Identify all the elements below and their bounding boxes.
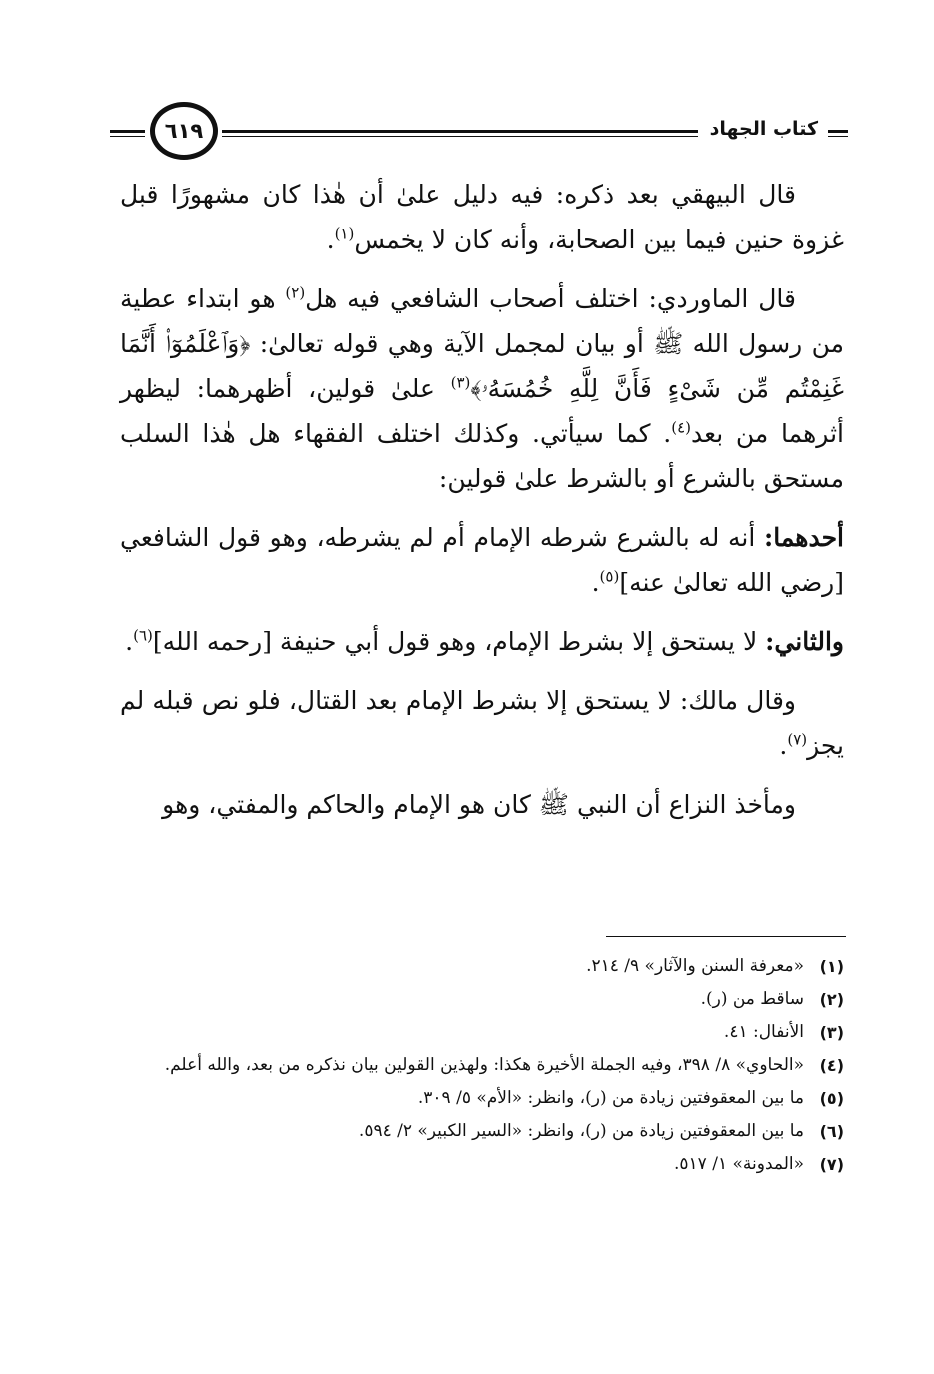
footnote-item (120, 950, 844, 983)
footnote-item (120, 1148, 844, 1181)
footnote-item (120, 1082, 844, 1115)
opinion-lead: والثاني: (765, 627, 844, 656)
footnote-number: (٣) (819, 1023, 844, 1042)
footnote-number: (٢) (819, 990, 844, 1009)
paragraph-tail: . (125, 627, 134, 656)
main-text (120, 172, 844, 841)
footnote-number: (٤) (819, 1056, 844, 1075)
paragraph-text: . كما سيأتي. وكذلك اختلف الفقهاء هل هٰذا السلب مستحق بالشرع أو بالشرط علىٰ قولين: (120, 419, 844, 493)
paragraph-text: أنه له بالشرع شرطه الإمام أم لم يشرطه، وهو قول الشافعي [رضي الله تعالىٰ عنه] (120, 523, 844, 597)
footnote-number: (٦) (819, 1122, 844, 1141)
paragraph-text: هو ابتداء عطية من رسول الله ﷺ أو بيان لمجمل الآية وهي قوله تعالىٰ: (120, 284, 844, 358)
paragraph-tail: . (326, 225, 335, 254)
paragraph-text: قال البيهقي بعد ذكره: فيه دليل علىٰ أن هٰذا كان مشهورًا قبل غزوة حنين فيما بين الصحابة، وأنه كان لا يخمس (120, 180, 844, 254)
footnote-text: «المدونة» ١/ ٥١٧. (673, 1154, 804, 1174)
footnote-item (120, 983, 844, 1016)
footnote-separator (606, 936, 846, 937)
paragraph-mawardi (120, 276, 844, 501)
paragraph-second-opinion (120, 619, 844, 664)
footnote-text: «الحاوي» ٨/ ٣٩٨، وفيه الجملة الأخيرة هكذا: ولهذين القولين بيان نذكره من بعد، والله أعلم. (164, 1055, 804, 1075)
header-rule-right (828, 130, 848, 137)
footnote-text: «معرفة السنن والآثار» ٩/ ٢١٤. (586, 956, 804, 976)
paragraph-tail: . (779, 731, 788, 760)
header-rule-left (110, 130, 145, 137)
quran-verse: ﴿وَٱعْلَمُوٓا۟ أَنَّمَا غَنِمْتُم مِّن شَىْءٍ فَأَنَّ لِلَّهِ خُمُسَهُۥ﴾ (120, 329, 844, 403)
paragraph-malik (120, 678, 844, 768)
page-number-badge (150, 102, 218, 160)
footnote-ref[interactable]: (٦) (133, 626, 153, 645)
footnote-ref[interactable]: (٧) (787, 730, 808, 749)
footnote-text: ما بين المعقوفتين زيادة من (ر)، وانظر: «السير الكبير» ٢/ ٥٩٤. (358, 1121, 804, 1141)
page-number: ٦١٩ (164, 119, 204, 143)
footnote-item (120, 1049, 844, 1082)
paragraph-text: لا يستحق إلا بشرط الإمام، وهو قول أبي حنيفة [رحمه الله] (152, 627, 766, 656)
footnote-number: (١) (819, 957, 844, 976)
footnote-ref[interactable]: (٣) (450, 373, 471, 392)
footnote-number: (٥) (819, 1089, 844, 1108)
paragraph-tail: . (591, 568, 600, 597)
book-title: كتاب الجهاد (709, 118, 818, 140)
paragraph-text: قال الماوردي: اختلف أصحاب الشافعي فيه هل (305, 284, 796, 313)
footnote-ref[interactable]: (٥) (599, 567, 620, 586)
footnote-text: ما بين المعقوفتين زيادة من (ر)، وانظر: «الأم» ٥/ ٣٠٩. (417, 1088, 804, 1108)
footnote-item (120, 1115, 844, 1148)
opinion-lead: أحدهما: (763, 523, 844, 552)
paragraph-first-opinion (120, 515, 844, 605)
footnotes (120, 950, 844, 1181)
paragraph-text: ومأخذ النزاع أن النبي ﷺ كان هو الإمام والحاكم والمفتي، وهو (162, 790, 796, 819)
footnote-item (120, 1016, 844, 1049)
paragraph-bayhaqi (120, 172, 844, 262)
footnote-ref[interactable]: (١) (334, 224, 355, 243)
paragraph-text: وقال مالك: لا يستحق إلا بشرط الإمام بعد القتال، فلو نص قبله لم يجز (120, 686, 844, 760)
footnote-ref[interactable]: (٢) (285, 283, 306, 302)
running-header (110, 100, 848, 170)
footnote-text: ساقط من (ر). (700, 989, 804, 1009)
header-rule-middle (222, 130, 698, 137)
paragraph-dispute-origin (120, 782, 844, 827)
footnote-number: (٧) (819, 1155, 844, 1174)
paragraph-text: علىٰ قولين، أظهرهما: ليظهر أثرهما من بعد (120, 374, 844, 448)
footnote-ref[interactable]: (٤) (671, 418, 692, 437)
footnote-text: الأنفال: ٤١. (723, 1022, 804, 1042)
